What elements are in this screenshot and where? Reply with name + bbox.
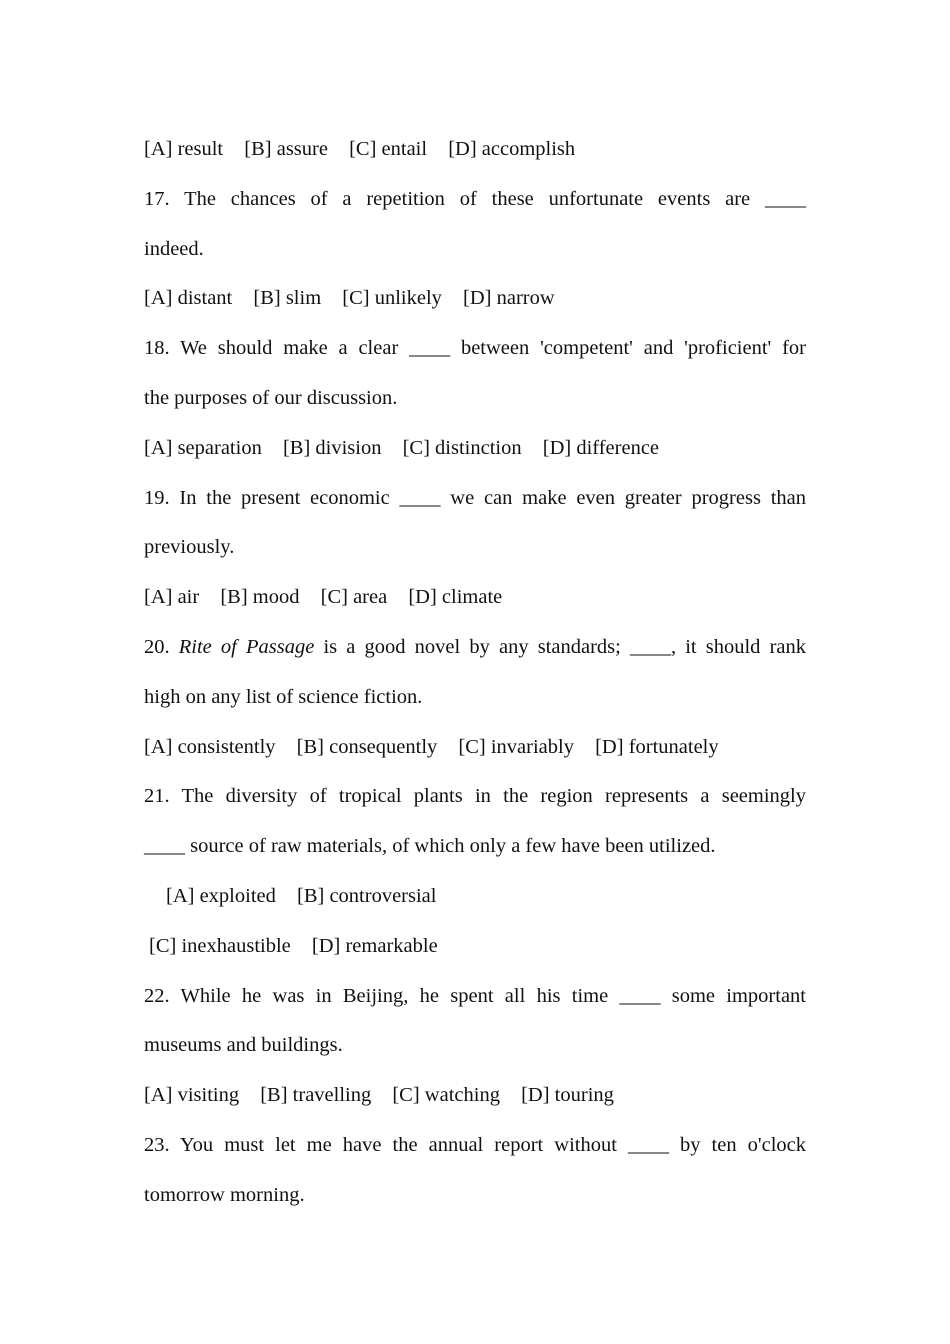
option-a: [A] result xyxy=(144,138,224,160)
option-c: [C] unlikely xyxy=(342,287,442,310)
option-d: [D] accomplish xyxy=(448,138,576,160)
question-20-line-1 xyxy=(144,623,806,673)
option-b: [B] controversial xyxy=(297,884,437,907)
option-a: [A] consistently xyxy=(144,735,276,758)
option-b: [B] assure xyxy=(244,138,328,160)
question-17-line-2: indeed. xyxy=(144,237,204,260)
question-17-line-1: 17. The chances of a repetition of these unfortunate events are ____ xyxy=(144,187,806,210)
option-b: [B] mood xyxy=(220,586,300,609)
option-d: [D] touring xyxy=(521,1084,614,1107)
question-20-text: is a good novel by any standards; ____, it should rank xyxy=(314,635,806,658)
options-q18 xyxy=(144,424,806,474)
question-20-number: 20. xyxy=(144,635,179,658)
question-19-line-1: 19. In the present economic ____ we can make even greater progress than xyxy=(144,486,806,509)
options-q17 xyxy=(144,274,806,324)
options-q21-row-2 xyxy=(144,922,806,972)
question-20-line-2: high on any list of science fiction. xyxy=(144,685,423,708)
options-q19 xyxy=(144,573,806,623)
options-q21-row-1 xyxy=(144,872,806,922)
option-b: [B] travelling xyxy=(260,1084,372,1107)
option-d: [D] climate xyxy=(408,586,503,609)
question-22-line-1: 22. While he was in Beijing, he spent all his time ____ some important xyxy=(144,984,806,1007)
option-a: [A] visiting xyxy=(144,1084,240,1107)
options-q16 xyxy=(144,125,806,175)
option-c: [C] area xyxy=(320,586,388,609)
question-23-line-2: tomorrow morning. xyxy=(144,1183,305,1206)
option-d: [D] fortunately xyxy=(595,735,719,758)
question-18-line-2: the purposes of our discussion. xyxy=(144,386,398,409)
option-c: [C] inexhaustible xyxy=(149,934,291,957)
question-21-line-2: ____ source of raw materials, of which only a few have been utilized. xyxy=(144,835,716,858)
option-a: [A] exploited xyxy=(166,884,276,907)
option-c: [C] watching xyxy=(392,1084,500,1107)
option-b: [B] division xyxy=(282,436,382,459)
question-23-line-1: 23. You must let me have the annual report without ____ by ten o'clock xyxy=(144,1133,806,1156)
book-title: Rite of Passage xyxy=(178,635,315,658)
option-d: [D] narrow xyxy=(463,287,555,310)
option-a: [A] distant xyxy=(144,287,233,310)
question-21-line-1: 21. The diversity of tropical plants in the region represents a seemingly xyxy=(144,785,806,808)
option-b: [B] consequently xyxy=(296,735,438,758)
option-c: [C] distinction xyxy=(402,436,522,459)
options-q22 xyxy=(144,1071,806,1121)
options-q20 xyxy=(144,723,806,773)
option-c: [C] invariably xyxy=(458,735,574,758)
exam-page xyxy=(144,125,806,1221)
option-a: [A] air xyxy=(144,586,200,609)
option-b: [B] slim xyxy=(253,287,322,310)
question-19-line-2: previously. xyxy=(144,536,235,559)
question-18-line-1: 18. We should make a clear ____ between 'competent' and 'proficient' for xyxy=(144,337,806,360)
question-22-line-2: museums and buildings. xyxy=(144,1034,343,1057)
option-d: [D] difference xyxy=(542,436,660,459)
option-a: [A] separation xyxy=(144,436,262,459)
option-d: [D] remarkable xyxy=(311,934,438,957)
option-c: [C] entail xyxy=(349,138,428,160)
